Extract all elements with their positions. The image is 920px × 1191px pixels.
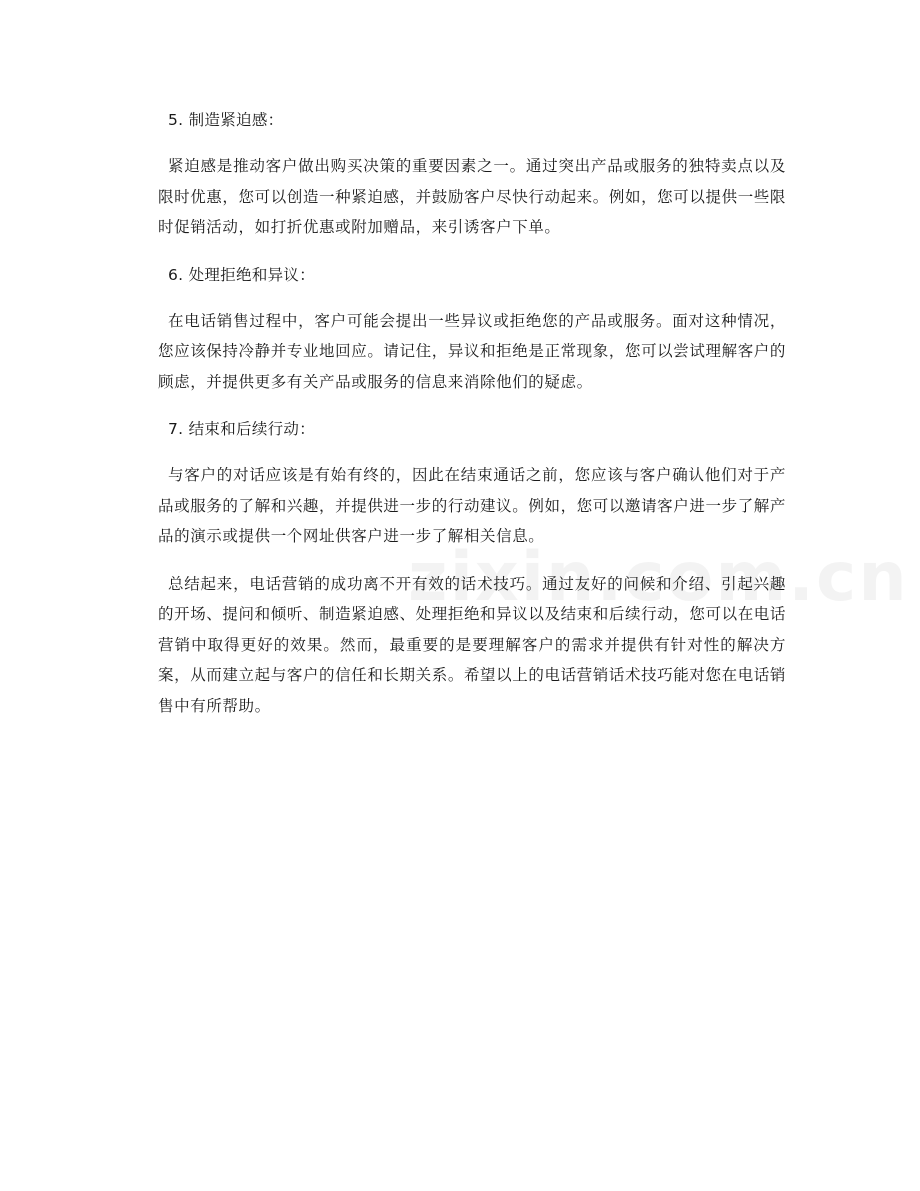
section-paragraph-5: 紧迫感是推动客户做出购买决策的重要因素之一。通过突出产品或服务的独特卖点以及限时优惠，您可以创造一种紧迫感，并鼓励客户尽快行动起来。例如，您可以提供一些限时促销活动，如打折优惠或附加赠品，来引诱客户下单。 — [158, 157, 786, 236]
conclusion-paragraph: 总结起来，电话营销的成功离不开有效的话术技巧。通过友好的问候和介绍、引起兴趣的开场、提问和倾听、制造紧迫感、处理拒绝和异议以及结束和后续行动，您可以在电话营销中取得更好的效果。然而，最重要的是要理解客户的需求并提供有针对性的解决方案，从而建立起与客户的信任和长期关系。希望以上的电话营销话术技巧能对您在电话销售中有所帮助。 — [158, 574, 786, 715]
section-heading-5: 5. 制造紧迫感： — [168, 111, 284, 129]
section-heading-6: 6. 处理拒绝和异议： — [168, 265, 316, 284]
document-body — [158, 105, 786, 721]
section-paragraph-7: 与客户的对话应该是有始有终的，因此在结束通话之前，您应该与客户确认他们对于产品或服务的了解和兴趣，并提供进一步的行动建议。例如，您可以邀请客户进一步了解产品的演示或提供一个网址供客户进一步了解相关信息。 — [158, 466, 786, 545]
section-heading-7: 7. 结束和后续行动： — [168, 420, 316, 438]
watermark — [408, 538, 909, 617]
section-paragraph-6: 在电话销售过程中，客户可能会提出一些异议或拒绝您的产品或服务。面对这种情况，您应该保持冷静并专业地回应。请记住，异议和拒绝是正常现象，您可以尝试理解客户的顾虑，并提供更多有关产品或服务的信息来消除他们的疑虑。 — [158, 311, 786, 391]
